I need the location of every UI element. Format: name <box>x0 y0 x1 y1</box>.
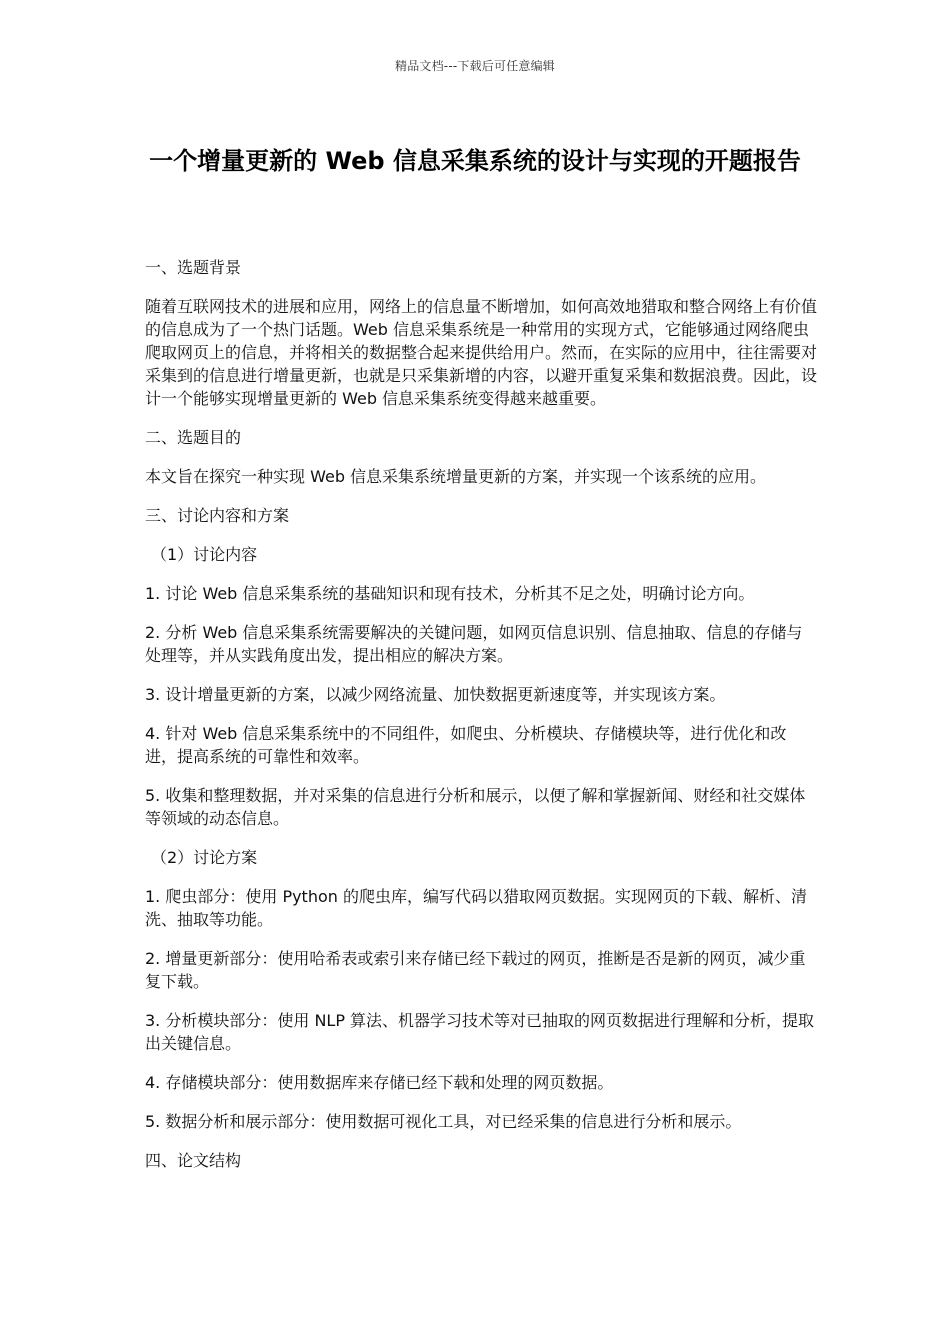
list-item: 3. 设计增量更新的方案，以减少网络流量、加快数据更新速度等，并实现该方案。 <box>145 685 726 704</box>
list-item: 2. 增量更新部分：使用哈希表或索引来存储已经下载过的网页，推断是否是新的网页，减少重复下载。 <box>145 949 806 991</box>
section-heading-content-and-plan: 三、讨论内容和方案 <box>145 506 290 525</box>
section-heading-purpose: 二、选题目的 <box>145 428 242 447</box>
header-note: 精品文档---下载后可任意编辑 <box>395 59 555 73</box>
subheading-plan: （2）讨论方案 <box>151 848 258 867</box>
paragraph-purpose: 本文旨在探究一种实现 Web 信息采集系统增量更新的方案，并实现一个该系统的应用。 <box>145 467 767 486</box>
list-item: 2. 分析 Web 信息采集系统需要解决的关键问题，如网页信息识别、信息抽取、信息的存储与处理等，并从实践角度出发，提出相应的解决方案。 <box>145 623 803 665</box>
list-item: 5. 收集和整理数据，并对采集的信息进行分析和展示，以便了解和掌握新闻、财经和社交媒体等领域的动态信息。 <box>145 786 806 828</box>
list-item: 1. 讨论 Web 信息采集系统的基础知识和现有技术，分析其不足之处，明确讨论方向。 <box>145 584 755 603</box>
section-heading-structure: 四、论文结构 <box>145 1151 242 1170</box>
list-item: 1. 爬虫部分：使用 Python 的爬虫库，编写代码以猎取网页数据。实现网页的下载、解析、清洗、抽取等功能。 <box>145 887 807 929</box>
list-item: 5. 数据分析和展示部分：使用数据可视化工具，对已经采集的信息进行分析和展示。 <box>145 1112 742 1131</box>
document-title: 一个增量更新的 Web 信息采集系统的设计与实现的开题报告 <box>149 147 801 175</box>
list-item: 4. 针对 Web 信息采集系统中的不同组件，如爬虫、分析模块、存储模块等，进行优化和改进，提高系统的可靠性和效率。 <box>145 724 787 766</box>
document-body <box>145 256 817 1188</box>
list-item: 3. 分析模块部分：使用 NLP 算法、机器学习技术等对已抽取的网页数据进行理解和分析，提取出关键信息。 <box>145 1011 815 1053</box>
list-item: 4. 存储模块部分：使用数据库来存储已经下载和处理的网页数据。 <box>145 1073 614 1092</box>
paragraph-background: 随着互联网技术的进展和应用，网络上的信息量不断增加，如何高效地猎取和整合网络上有价值的信息成为了一个热门话题。Web 信息采集系统是一种常用的实现方式，它能够通过网络爬虫爬取网页上的信息，并将相关的数据整合起来提供给用户。然而，在实际的应用中，往往需要对采集到的信息进行增量更新，也就是只采集新增的内容，以避开重复采集和数据浪费。因此，设计一个能够实现增量更新的 Web 信息采集系统变得越来越重要。 <box>145 297 818 408</box>
section-heading-background: 一、选题背景 <box>145 258 242 277</box>
subheading-content: （1）讨论内容 <box>151 545 258 564</box>
